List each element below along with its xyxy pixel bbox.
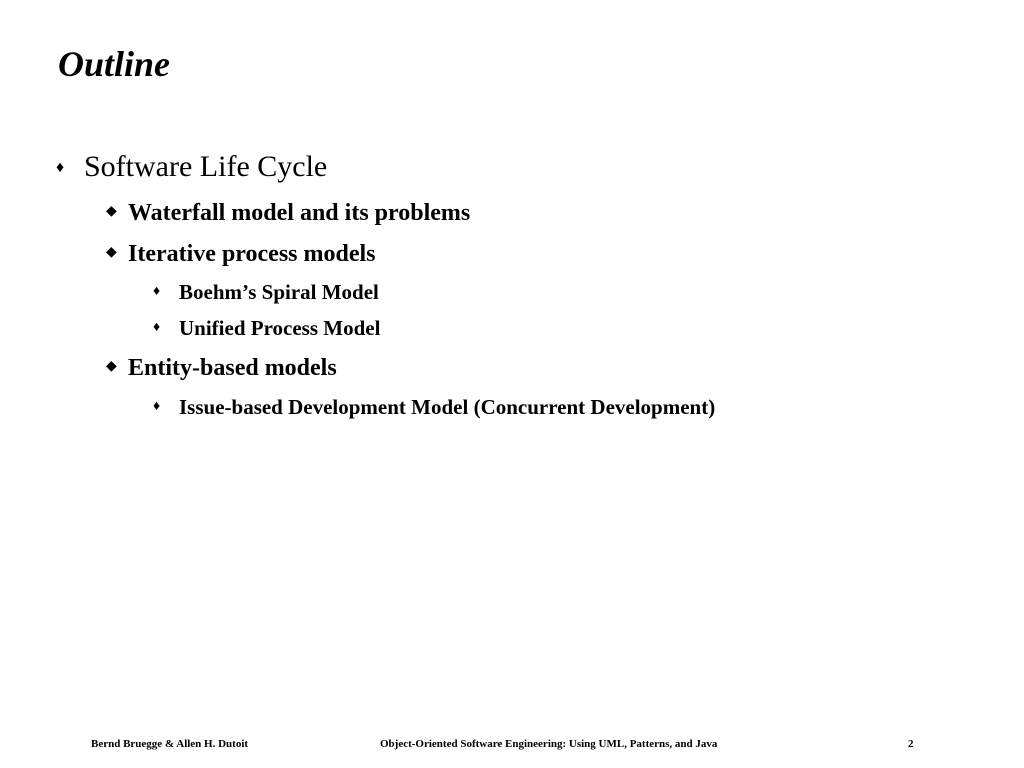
diamond-bullet-icon: ◆	[106, 359, 117, 374]
footer-page-number: 2	[908, 738, 914, 750]
outline-item-software-life-cycle	[56, 150, 328, 184]
outline-item-boehms-spiral-model	[153, 280, 379, 304]
outline-item-text: Boehm’s Spiral Model	[179, 280, 379, 304]
outline-item-waterfall-model	[106, 199, 471, 227]
diamond-bullet-icon: ♦	[153, 320, 161, 335]
outline-item-issue-based-development-model	[153, 395, 716, 419]
outline-item-entity-based-models	[106, 354, 337, 382]
footer-book-title: Object-Oriented Software Engineering: Using UML, Patterns, and Java	[380, 738, 718, 750]
diamond-bullet-icon: ♦	[56, 159, 65, 176]
slide-title: Outline	[58, 44, 171, 84]
outline-item-text: Issue-based Development Model (Concurrent Development)	[179, 395, 716, 419]
outline-item-text: Unified Process Model	[179, 316, 381, 340]
outline-item-text: Software Life Cycle	[84, 150, 328, 183]
diamond-bullet-icon: ◆	[106, 204, 117, 219]
outline-item-iterative-process-models	[106, 240, 376, 268]
diamond-bullet-icon: ♦	[153, 284, 161, 299]
outline-item-text: Iterative process models	[128, 241, 376, 267]
diamond-bullet-icon: ◆	[106, 245, 117, 260]
outline-item-text: Waterfall model and its problems	[128, 200, 471, 226]
footer-authors: Bernd Bruegge & Allen H. Dutoit	[91, 738, 249, 750]
outline-item-unified-process-model	[153, 316, 381, 340]
diamond-bullet-icon: ♦	[153, 399, 161, 414]
outline-item-text: Entity-based models	[128, 355, 337, 381]
